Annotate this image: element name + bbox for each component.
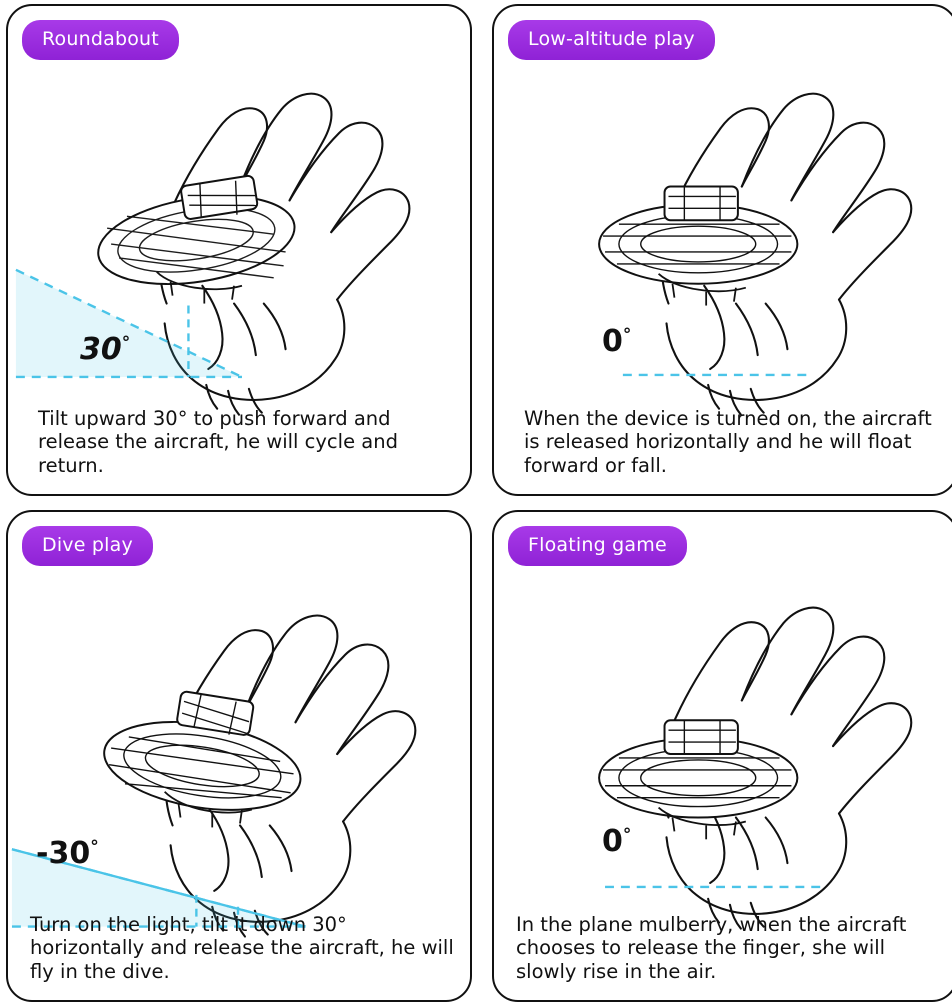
- panel-caption-floating-game: In the plane mulberry, when the aircraft chooses to release the finger, she will slowly rise in the air.: [516, 912, 907, 984]
- angle-label-dive-play: -30°: [36, 836, 99, 871]
- panel-caption-low-altitude-play: When the device is turned on, the aircraft is released horizontally and he will float forward or fall.: [524, 406, 932, 478]
- panel-low-altitude-play: [492, 4, 952, 496]
- panel-roundabout: [6, 4, 472, 496]
- angle-label-roundabout: 30°: [80, 332, 131, 367]
- panel-badge-dive-play: Dive play: [22, 526, 153, 566]
- panel-badge-roundabout: Roundabout: [22, 20, 179, 60]
- panel-badge-low-altitude-play: Low-altitude play: [508, 20, 715, 60]
- panel-caption-dive-play: Turn on the light, tilt it down 30° horizontally and release the aircraft, he will fly in the dive.: [30, 912, 454, 984]
- angle-label-floating-game: 0°: [602, 824, 632, 859]
- panel-dive-play: [6, 510, 472, 1002]
- angle-label-low-altitude-play: 0°: [602, 324, 632, 359]
- panel-floating-game: [492, 510, 952, 1002]
- panel-caption-roundabout: Tilt upward 30° to push forward and release the aircraft, he will cycle and return.: [38, 406, 398, 478]
- panel-badge-floating-game: Floating game: [508, 526, 687, 566]
